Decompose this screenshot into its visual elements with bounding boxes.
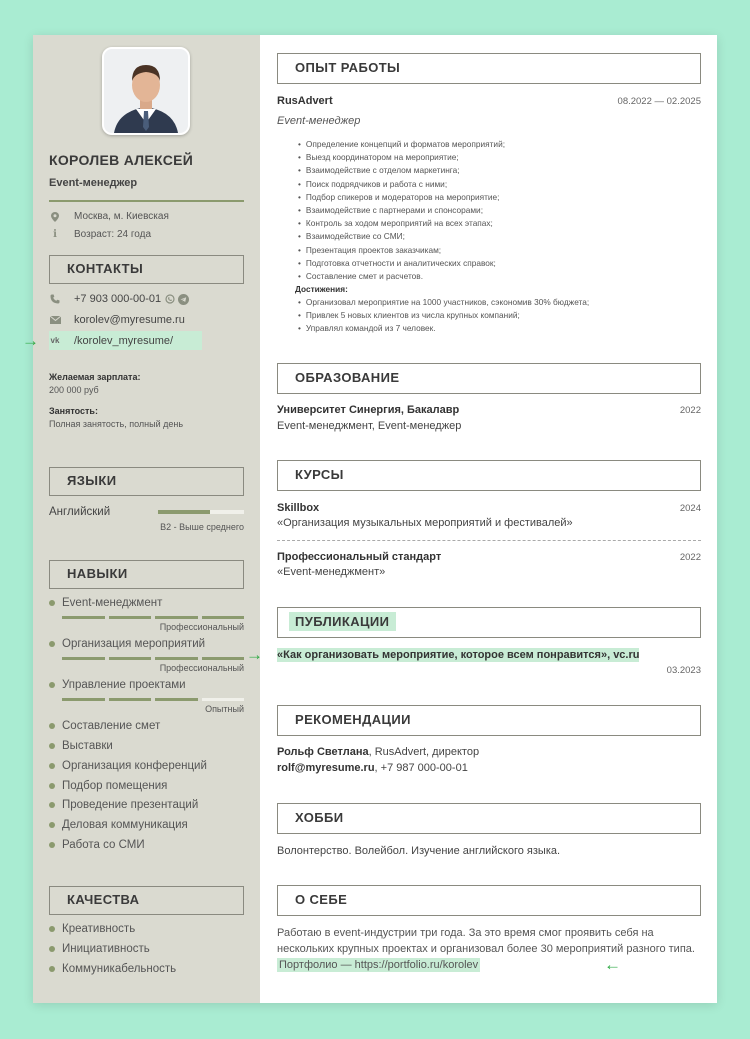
course-name: «Организация музыкальных мероприятий и фестивалей» [277, 517, 573, 529]
salary-label: Желаемая зарплата: [49, 372, 141, 382]
course-name: «Event-менеджмент» [277, 566, 386, 578]
skill-level-segment [109, 698, 152, 701]
quality-item: Креативность [49, 923, 135, 935]
hobby-text: Волонтерство. Волейбол. Изучение английского языка. [277, 845, 561, 857]
duties-list [298, 138, 505, 283]
quality-item: Инициативность [49, 943, 150, 955]
course-divider [277, 540, 701, 541]
list-item: • Определение концепций и форматов мероприятий; [298, 138, 505, 151]
skill-level-segment [202, 698, 245, 701]
skill-item: Event-менеджмент [49, 597, 162, 609]
list-item: • Контроль за ходом мероприятий на всех этапах; [298, 217, 505, 230]
quality-item: Коммуникабельность [49, 963, 176, 975]
bullet-dot [49, 966, 55, 972]
profile-photo [102, 47, 190, 135]
company-name: RusAdvert [277, 95, 333, 107]
skill-item: Работа со СМИ [49, 839, 145, 851]
list-item: • Привлек 5 новых клиентов из числа крупных компаний; [298, 309, 589, 322]
bullet-dot [49, 842, 55, 848]
info-icon: i [53, 229, 57, 240]
skill-item: Подбор помещения [49, 780, 167, 792]
skill-level-segment [62, 698, 105, 701]
employment-label: Занятость: [49, 406, 98, 416]
education-specialty: Event-менеджмент, Event-менеджер [277, 420, 462, 432]
course-org: Профессиональный стандарт [277, 551, 442, 563]
skill-item: Деловая коммуникация [49, 819, 188, 831]
vk-value[interactable]: /korolev_myresume/ [74, 334, 174, 347]
courses-title: КУРСЫ [277, 460, 701, 491]
list-item: • Поиск подрядчиков и работа с ними; [298, 178, 505, 191]
skill-item: Организация конференций [49, 760, 207, 772]
list-item: • Подготовка отчетности и аналитических справок; [298, 257, 505, 270]
skill-level-segment [109, 616, 152, 619]
divider [49, 200, 244, 202]
skill-level-segment [202, 616, 245, 619]
recommendation-contact-line: rolf@myresume.ru, +7 987 000-00-01 [277, 762, 468, 774]
location-pin-icon [49, 212, 61, 222]
language-level-fill [158, 510, 210, 514]
skill-item: Выставки [49, 740, 113, 752]
skill-item: Управление проектами [49, 679, 186, 691]
vk-line [49, 331, 202, 350]
list-item: • Взаимодействие с отделом маркетинга; [298, 164, 505, 177]
bullet-dot [49, 763, 55, 769]
skill-item: Проведение презентаций [49, 799, 198, 811]
skill-level-segment [155, 616, 198, 619]
email-value[interactable]: korolev@myresume.ru [74, 314, 185, 326]
recommendations-title: РЕКОМЕНДАЦИИ [277, 705, 701, 736]
course-org: Skillbox [277, 502, 320, 514]
main-content [277, 35, 701, 1003]
bullet-dot [49, 641, 55, 647]
skill-level-segment [62, 657, 105, 660]
skill-item: Организация мероприятий [49, 638, 205, 650]
course-year: 2022 [679, 552, 701, 563]
list-item: • Выезд координатором на мероприятие; [298, 151, 505, 164]
bullet-dot [49, 600, 55, 606]
experience-title: ОПЫТ РАБОТЫ [277, 53, 701, 84]
language-level: B2 - Выше среднего [160, 522, 244, 532]
bullet-dot [49, 723, 55, 729]
hobby-title: ХОББИ [277, 803, 701, 834]
contacts-title: КОНТАКТЫ [49, 255, 244, 284]
candidate-position: Event-менеджер [49, 177, 138, 189]
course-year: 2024 [679, 503, 701, 514]
bullet-dot [49, 783, 55, 789]
phone-line [49, 293, 189, 305]
list-item: • Составление смет и расчетов. [298, 270, 505, 283]
bullet-dot [49, 926, 55, 932]
publication-item[interactable]: «Как организовать мероприятие, которое всем понравится», vc.ru [277, 649, 640, 661]
bullet-dot [49, 743, 55, 749]
skill-level-segment [62, 616, 105, 619]
whatsapp-icon[interactable] [165, 294, 175, 304]
list-item: • Взаимодействие с партнерами и спонсорами; [298, 204, 505, 217]
achievements-list [298, 296, 589, 336]
phone-value[interactable]: +7 903 000-00-01 [74, 293, 162, 305]
arrow-left-icon: ← [604, 955, 621, 974]
skill-level-bar [62, 698, 244, 701]
qualities-title: КАЧЕСТВА [49, 886, 244, 915]
telegram-icon[interactable] [178, 294, 189, 305]
publication-date: 03.2023 [666, 665, 701, 676]
list-item: • Подбор спикеров и модераторов на мероприятие; [298, 191, 505, 204]
age-line: i Возраст: 24 года [49, 229, 151, 240]
list-item: • Управлял командой из 7 человек. [298, 322, 589, 335]
about-text: Работаю в event-индустрии три года. За это время смог проявить себя на нескольких крупных проектах и организовал более 30 мероприятий разного типа. Портфолио — https://portfolio.ru/korolev [277, 927, 695, 971]
about-title: О СЕБЕ [277, 885, 701, 916]
list-item: • Презентация проектов заказчикам; [298, 244, 505, 257]
achievements-label: Достижения: [295, 284, 348, 294]
skill-level: Профессиональный [159, 622, 244, 632]
education-year: 2022 [679, 405, 701, 416]
bullet-dot [49, 802, 55, 808]
vk-icon: vk [50, 336, 60, 345]
skill-item: Составление смет [49, 720, 160, 732]
skill-level: Профессиональный [159, 663, 244, 673]
language-level-bar [158, 510, 244, 514]
education-title: ОБРАЗОВАНИЕ [277, 363, 701, 394]
skill-level-segment [202, 657, 245, 660]
skill-level-segment [155, 698, 198, 701]
recommendation-person-line: Рольф Светлана, RusAdvert, директор [277, 746, 480, 758]
resume-page [33, 35, 717, 1003]
bullet-dot [49, 946, 55, 952]
skill-level: Опытный [205, 704, 244, 714]
publications-title: ПУБЛИКАЦИИ [277, 607, 701, 638]
sidebar [33, 35, 260, 1003]
skill-level-bar [62, 657, 244, 660]
salary-value: 200 000 руб [49, 385, 99, 395]
phone-icon [49, 294, 61, 304]
bullet-dot [49, 682, 55, 688]
arrow-right-icon: → [246, 645, 263, 664]
portfolio-link[interactable]: Портфолио — https://portfolio.ru/korolev [279, 959, 479, 971]
education-institution: Университет Синергия, Бакалавр [277, 404, 460, 416]
skill-level-segment [109, 657, 152, 660]
bullet-dot [49, 822, 55, 828]
language-name: Английский [49, 506, 111, 518]
list-item: • Организовал мероприятие на 1000 участников, сэкономив 30% бюджета; [298, 296, 589, 309]
employment-value: Полная занятость, полный день [49, 419, 184, 429]
candidate-name: КОРОЛЕВ АЛЕКСЕЙ [49, 152, 194, 168]
list-item: • Взаимодействие со СМИ; [298, 230, 505, 243]
experience-role: Event-менеджер [277, 115, 361, 127]
location-line: Москва, м. Киевская [49, 211, 169, 222]
experience-dates: 08.2022 — 02.2025 [617, 96, 701, 107]
languages-title: ЯЗЫКИ [49, 467, 244, 496]
email-line [49, 314, 185, 326]
arrow-right-icon: → [22, 331, 39, 350]
mail-icon [49, 316, 61, 324]
skill-level-bar [62, 616, 244, 619]
skills-title: НАВЫКИ [49, 560, 244, 589]
skill-level-segment [155, 657, 198, 660]
